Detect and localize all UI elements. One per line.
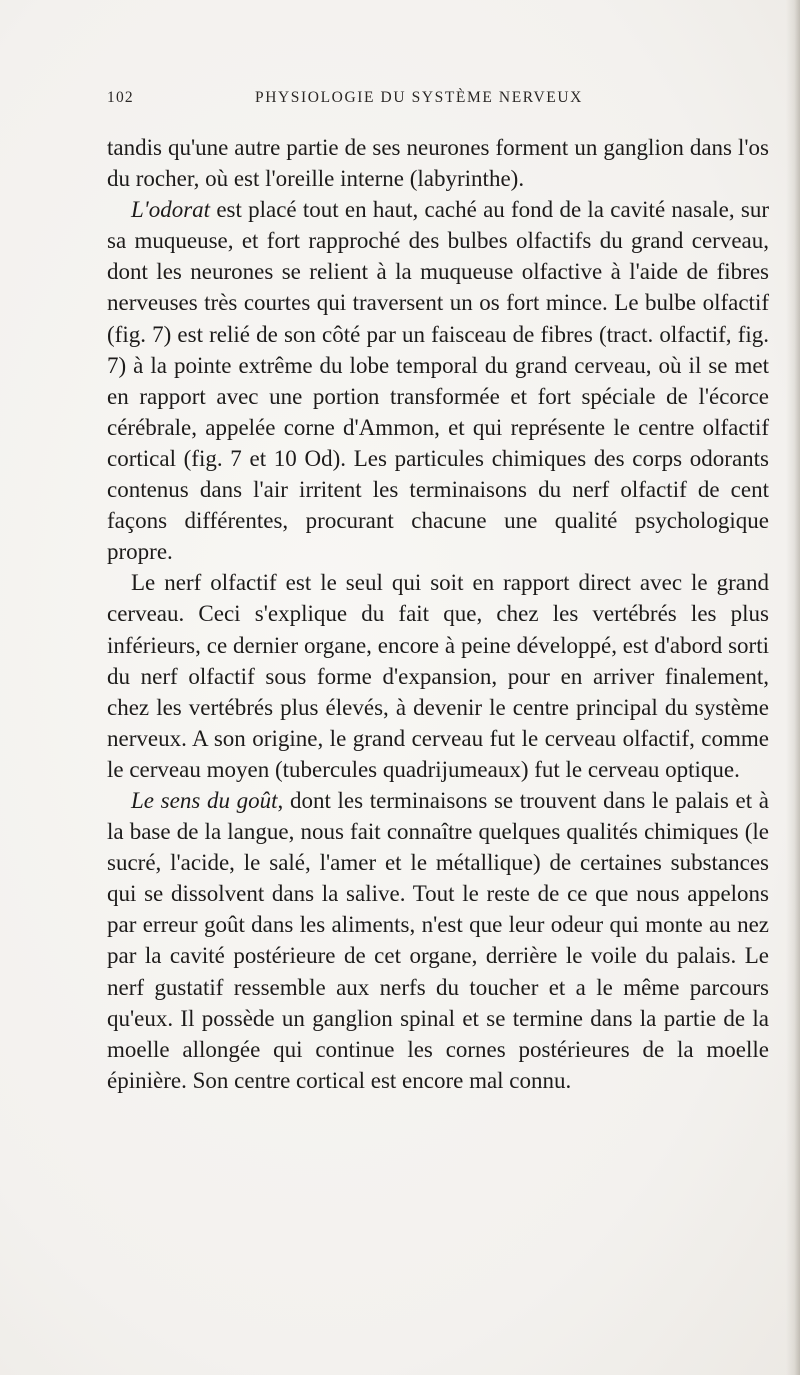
paragraph-2-text: est placé tout en haut, caché au fond de la cavité nasale, sur sa muqueuse, et fort rapproché des bulbes olfactifs du grand cerveau, dont les neurones se relient à la muqueuse olfactive à l'aide de fibres nerveuses très courtes qui traversent un os fort mince. Le bulbe olfactif (fig. 7) est relié de son côté par un faisceau de fibres (tract. olfactif, fig. 7) à la pointe extrême du lobe temporal du grand cerveau, où il se met en rapport avec une portion transformée et fort spéciale de l'écorce cérébrale, appelée corne d'Ammon, et qui représente le centre olfactif cortical (fig. 7 et 10 Od). Les particules chimiques des corps odorants contenus dans l'air irritent les terminaisons du nerf olfactif de cent façons différentes, procurant chacune une qualité psychologique propre. xyxy=(107,197,769,565)
paragraph-4-text: , dont les terminaisons se trouvent dans le palais et à la base de la langue, nous fait connaître quelques qualités chimiques (le sucré, l'acide, le salé, l'amer et le métallique) de certaines substances qui se dissolvent dans la salive. Tout le reste de ce que nous appelons par erreur goût dans les aliments, n'est que leur odeur qui monte au nez par la cavité postérieure de cet organe, derrière le voile du palais. Le nerf gustatif ressemble aux nerfs du toucher et a le même parcours qu'eux. Il possède un ganglion spinal et se termine dans la partie de la moelle allongée qui continue les cornes postérieures de la moelle épinière. Son centre cortical est encore mal connu. xyxy=(107,787,770,1093)
paragraph-3 xyxy=(107,567,769,785)
paragraph-4-lead: Le sens du goût xyxy=(131,787,278,813)
paragraph-1-text: tandis qu'une autre partie de ses neurones forment un ganglion dans l'os du rocher, où est l'oreille interne (labyrinthe). xyxy=(107,135,769,192)
paragraph-3-text: Le nerf olfactif est le seul qui soit en rapport direct avec le grand cerveau. Ceci s'explique du fait que, chez les vertébrés les plus inférieurs, ce dernier organe, encore à peine développé, est d'abord sorti du nerf olfactif sous forme d'expansion, pour en arriver finalement, chez les vertébrés plus élevés, à devenir le centre principal du système nerveux. A son origine, le grand cerveau fut le cerveau olfactif, comme le cerveau moyen (tubercules quadrijumeaux) fut le cerveau optique. xyxy=(107,570,769,782)
running-title: PHYSIOLOGIE DU SYSTÈME NERVEUX xyxy=(255,89,583,106)
paragraph-1 xyxy=(107,132,769,194)
page-number: 102 xyxy=(107,89,134,106)
page-header xyxy=(107,89,795,115)
paragraph-2-lead: L'odorat xyxy=(131,197,211,223)
body-text xyxy=(107,132,769,1096)
paragraph-4 xyxy=(107,785,769,1096)
page-gutter-shadow xyxy=(786,0,800,1375)
paragraph-2 xyxy=(107,194,769,567)
